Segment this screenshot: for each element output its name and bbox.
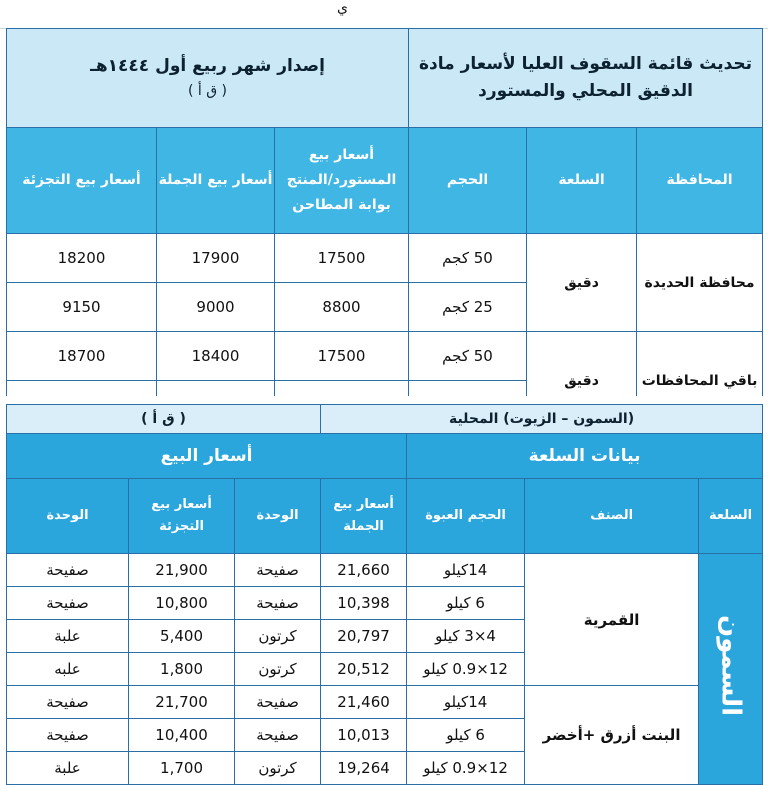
unit-cell: كرتون bbox=[235, 620, 321, 653]
unit-cell: صفيحة bbox=[7, 554, 129, 587]
section-divider bbox=[0, 396, 768, 404]
wholesale-price-cell: 17900 bbox=[157, 234, 275, 283]
header-unit: الوحدة bbox=[235, 479, 321, 554]
wholesale-cell: 20,797 bbox=[321, 620, 407, 653]
governorate-cell: باقي المحافظات bbox=[637, 332, 763, 430]
table-row bbox=[7, 554, 763, 587]
top-fragment-text: ي bbox=[337, 0, 348, 16]
retail-price-cell: 18200 bbox=[7, 234, 157, 283]
importer-price-cell: 17500 bbox=[275, 332, 409, 381]
retail-cell: 10,800 bbox=[129, 587, 235, 620]
wholesale-price-cell: 18400 bbox=[157, 332, 275, 381]
header-commodity: السلعة bbox=[527, 128, 637, 234]
flour-list-title bbox=[409, 29, 763, 128]
wholesale-cell: 10,013 bbox=[321, 719, 407, 752]
flour-issue bbox=[7, 29, 409, 128]
wholesale-cell: 10,398 bbox=[321, 587, 407, 620]
header-wholesale-price: أسعار بيع الجملة bbox=[157, 128, 275, 234]
oils-title-row bbox=[7, 405, 763, 434]
unit-cell: علبه bbox=[7, 653, 129, 686]
unit-cell: صفيحة bbox=[7, 719, 129, 752]
table-row bbox=[7, 332, 763, 381]
unit-cell: صفيحة bbox=[235, 686, 321, 719]
header-governorate: المحافظة bbox=[637, 128, 763, 234]
header-importer-price: أسعار بيع المستورد/المنتج بوابة المطاحن bbox=[275, 128, 409, 234]
header-package: الحجم العبوة bbox=[407, 479, 525, 554]
header-type: الصنف bbox=[525, 479, 699, 554]
commodity-cell: دقيق bbox=[527, 332, 637, 430]
governorate-cell: محافظة الحديدة bbox=[637, 234, 763, 332]
wholesale-cell: 19,264 bbox=[321, 752, 407, 785]
header-wholesale: أسعار بيع الجملة bbox=[321, 479, 407, 554]
size-cell: 25 كجم bbox=[409, 283, 527, 332]
wholesale-cell: 21,460 bbox=[321, 686, 407, 719]
package-cell: 14كيلو bbox=[407, 686, 525, 719]
oils-section-row bbox=[7, 434, 763, 479]
oils-code: ( ق أ ) bbox=[7, 405, 321, 434]
flour-list-title-text: تحديث قائمة السقوف العليا لأسعار مادة bbox=[418, 53, 753, 74]
table-row bbox=[7, 686, 763, 719]
retail-cell: 5,400 bbox=[129, 620, 235, 653]
retail-cell: 1,800 bbox=[129, 653, 235, 686]
commodity-cell: دقيق bbox=[527, 234, 637, 332]
package-cell: 6 كيلو bbox=[407, 587, 525, 620]
package-cell: 6 كيلو bbox=[407, 719, 525, 752]
wholesale-price-cell: 9000 bbox=[157, 283, 275, 332]
top-strip bbox=[0, 0, 768, 29]
importer-price-cell: 8800 bbox=[275, 283, 409, 332]
header-commodity: السلعة bbox=[699, 479, 763, 554]
package-cell: 12×0.9 كيلو bbox=[407, 752, 525, 785]
unit-cell: صفيحة bbox=[235, 587, 321, 620]
wholesale-cell: 20,512 bbox=[321, 653, 407, 686]
category-cell bbox=[699, 554, 763, 785]
header-unit: الوحدة bbox=[7, 479, 129, 554]
importer-price-cell: 17500 bbox=[275, 234, 409, 283]
unit-cell: صفيحة bbox=[235, 719, 321, 752]
wholesale-cell: 21,660 bbox=[321, 554, 407, 587]
section-product-data: بيانات السلعة bbox=[407, 434, 763, 479]
size-cell: 50 كجم bbox=[409, 234, 527, 283]
type-cell: القمرية bbox=[525, 554, 699, 686]
category-label: السمون bbox=[715, 614, 746, 717]
header-retail-price: أسعار بيع التجزئة bbox=[7, 128, 157, 234]
retail-cell: 10,400 bbox=[129, 719, 235, 752]
oils-header-row bbox=[7, 479, 763, 554]
retail-cell: 21,900 bbox=[129, 554, 235, 587]
oils-price-table bbox=[6, 404, 763, 785]
retail-price-cell: 9150 bbox=[7, 283, 157, 332]
package-cell: 14كيلو bbox=[407, 554, 525, 587]
flour-issue-title: إصدار شهر ربيع أول ١٤٤٤هـ bbox=[90, 56, 325, 77]
flour-issue-code: ( ق أ ) bbox=[187, 83, 228, 100]
unit-cell: صفيحة bbox=[7, 587, 129, 620]
oils-title: (السمون – الزيوت) المحلية bbox=[321, 405, 763, 434]
unit-cell: كرتون bbox=[235, 752, 321, 785]
type-cell: البنت أزرق +أخضر bbox=[525, 686, 699, 785]
retail-price-cell: 18700 bbox=[7, 332, 157, 381]
retail-cell: 21,700 bbox=[129, 686, 235, 719]
flour-header-row bbox=[7, 128, 763, 234]
unit-cell: علبة bbox=[7, 620, 129, 653]
table-row bbox=[7, 234, 763, 283]
header-size: الحجم bbox=[409, 128, 527, 234]
package-cell: 4×3 كيلو bbox=[407, 620, 525, 653]
size-cell: 50 كجم bbox=[409, 332, 527, 381]
section-selling-prices: أسعار البيع bbox=[7, 434, 407, 479]
unit-cell: كرتون bbox=[235, 653, 321, 686]
unit-cell: صفيحة bbox=[235, 554, 321, 587]
header-retail: أسعار بيع التجزئة bbox=[129, 479, 235, 554]
flour-title-row bbox=[7, 29, 763, 128]
flour-list-subtitle: الدقيق المحلي والمستورد bbox=[478, 81, 693, 101]
unit-cell: علبة bbox=[7, 752, 129, 785]
unit-cell: صفيحة bbox=[7, 686, 129, 719]
package-cell: 12×0.9 كيلو bbox=[407, 653, 525, 686]
retail-cell: 1,700 bbox=[129, 752, 235, 785]
flour-price-table bbox=[6, 28, 763, 430]
